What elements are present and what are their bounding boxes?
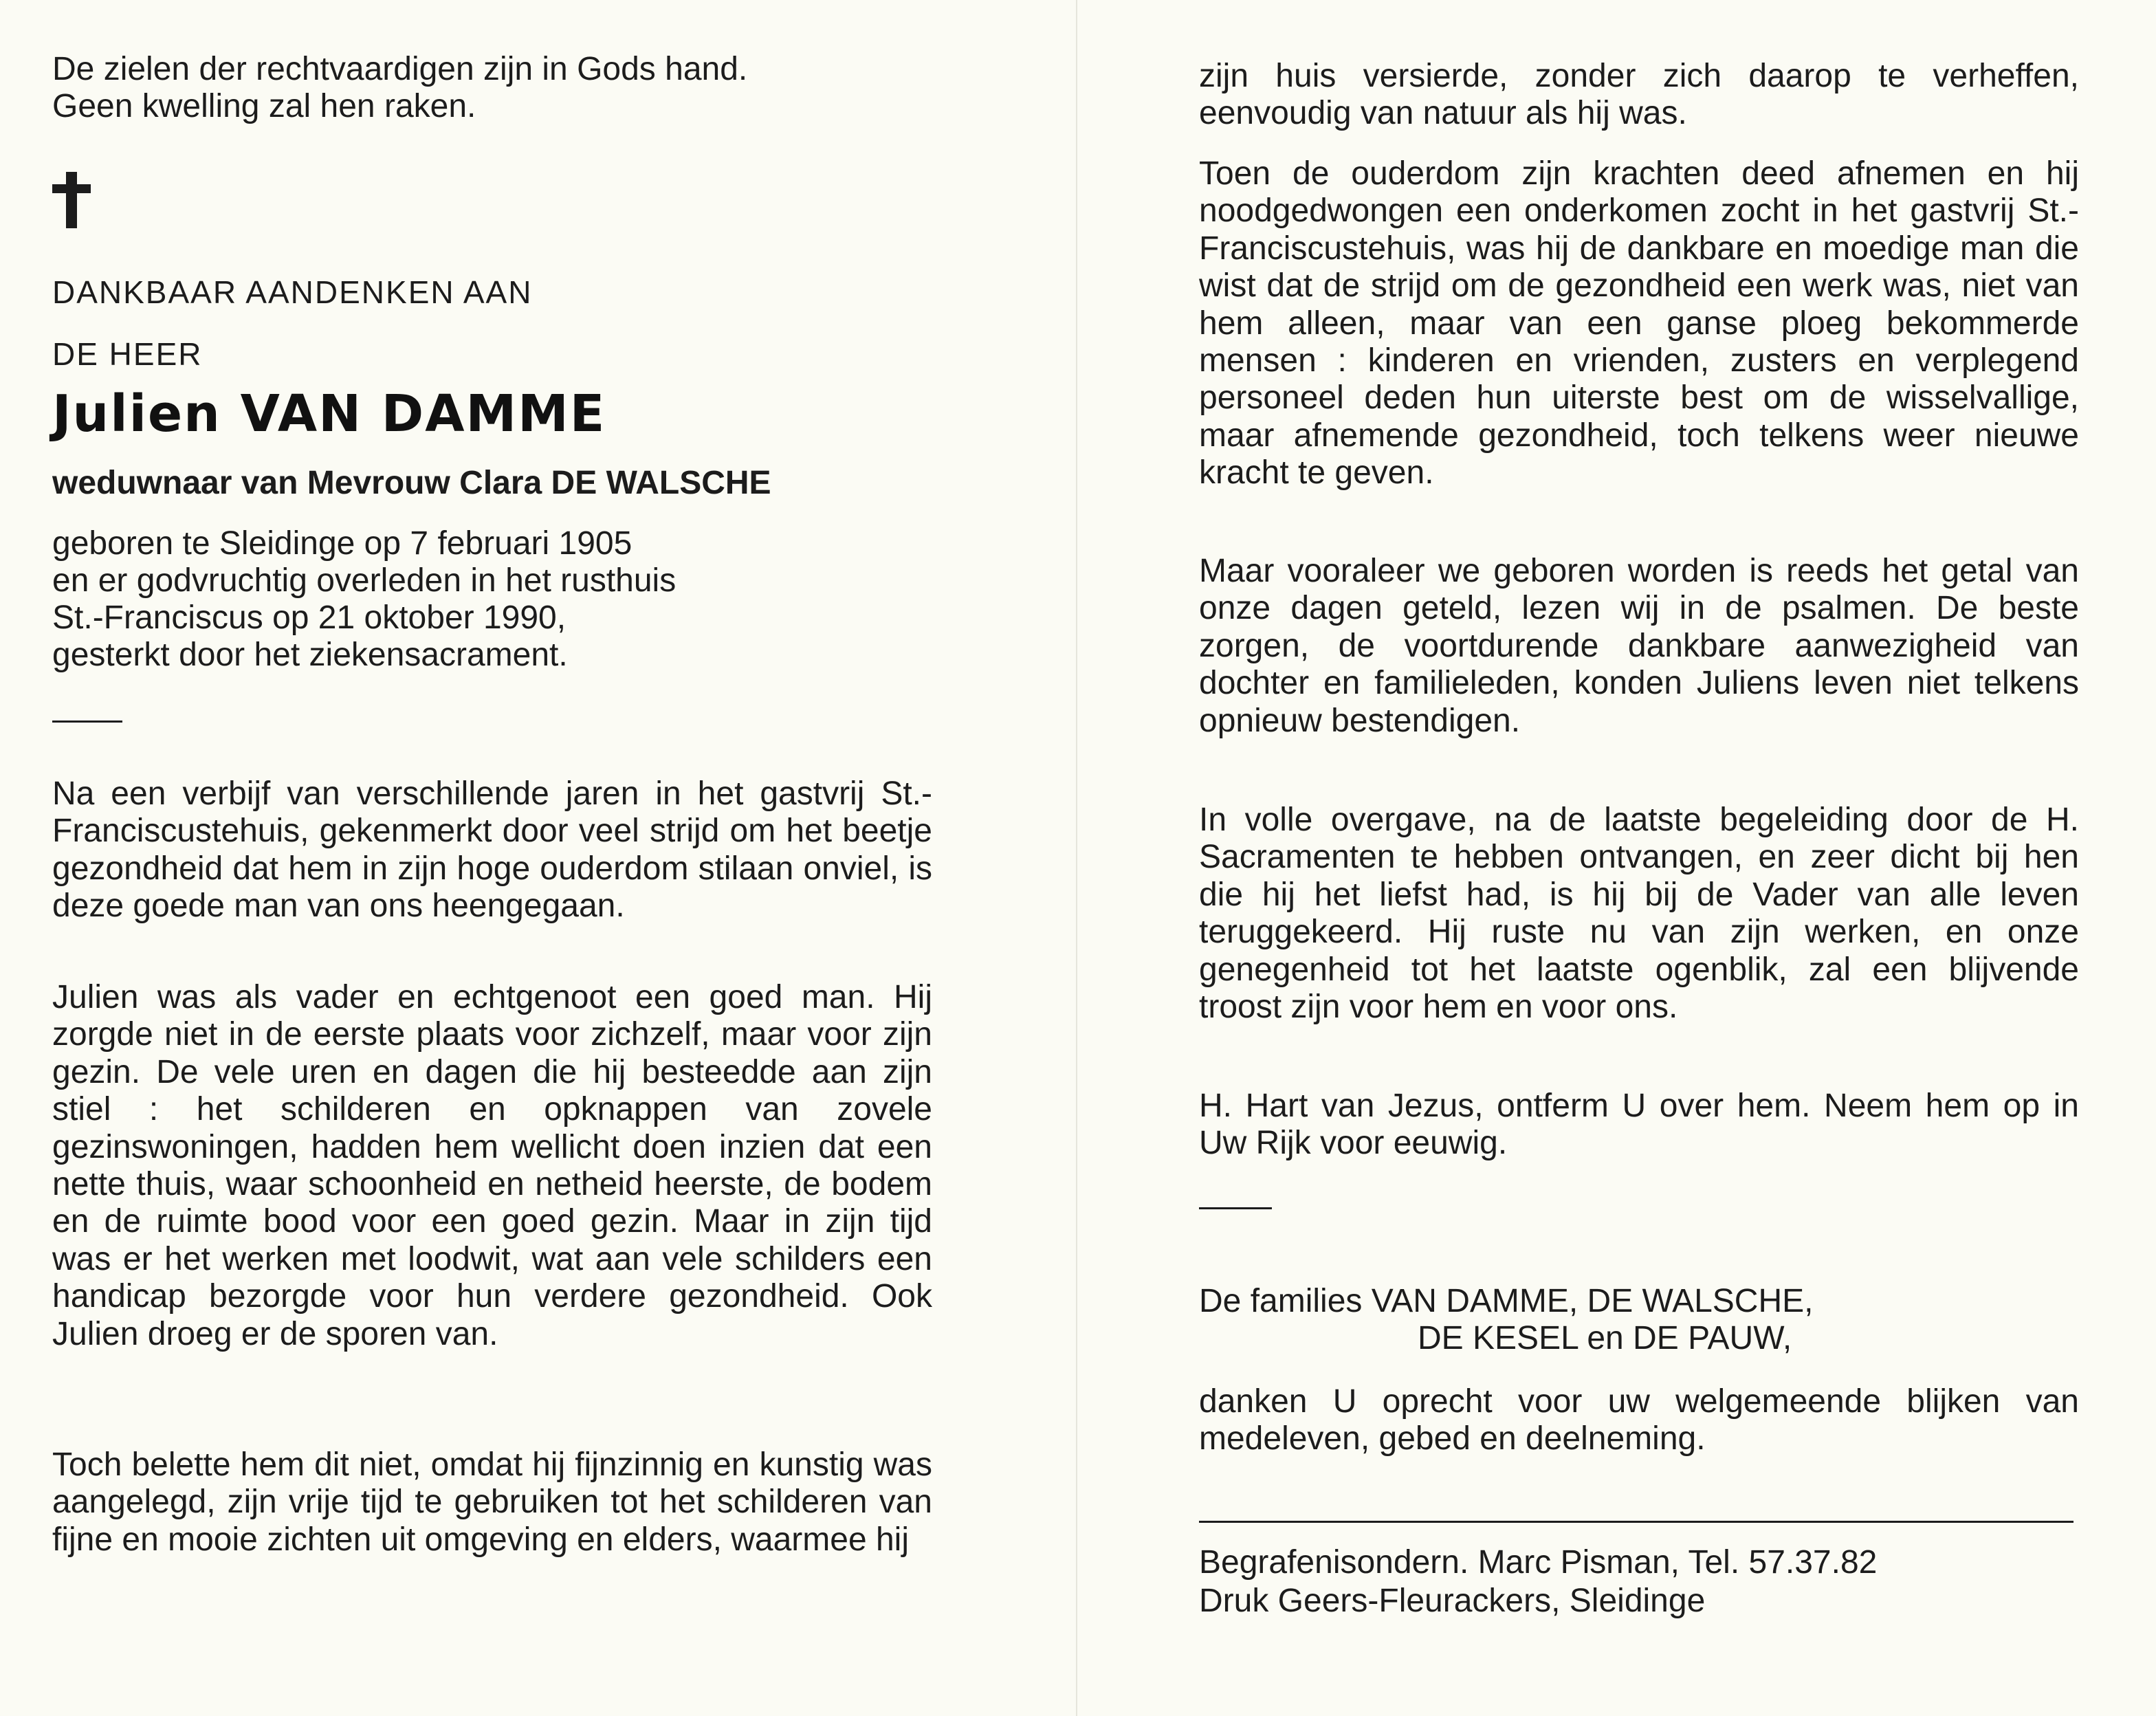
right-paragraph-4: In volle overgave, na de laatste begeleiding door de H. Sacramenten te hebben ontvangen, en zeer dicht bij hen die hij het liefst had, is hij bij de Vader van alle leven teruggekeerd. Hij ruste nu van zijn werken, en onze genegenheid tot het laatste ogenblik, zal een blijvende troost zijn voor hem en voor ons. xyxy=(1199,802,2079,1026)
right-paragraph-5: H. Hart van Jezus, ontferm U over hem. Neem hem op in Uw Rijk voor eeuwig. xyxy=(1199,1088,2079,1162)
right-paragraph-3: Maar vooraleer we geboren worden is reeds het getal van onze dagen geteld, lezen wij in de psalmen. De beste zorgen, de voortdurende dankbare aanwezigheid van dochter en familieleden, konden Juliens leven niet telkens opnieuw bestendigen. xyxy=(1199,553,2079,739)
right-paragraph-2: Toen de ouderdom zijn krachten deed afnemen en hij noodgedwongen een onderkomen zocht in het gastvrij St.-Franciscustehuis, was hij de dankbare en moedige man die wist dat de strijd om de gezondheid een werk was, niet van hem alleen, maar van een ganse ploeg bekommerde mensen : kinderen en vrienden, zusters en verplegend personeel deden hun uiterste best om de wisselvallige, maar afnemende gezondheid, toch telkens weer nieuwe kracht te geven. xyxy=(1199,155,2079,492)
left-paragraph-2: Julien was als vader en echtgenoot een goed man. Hij zorgde niet in de eerste plaats voor zichzelf, maar voor zijn gezin. De vele uren en dagen die hij besteedde aan zijn stiel : het schilderen en opknappen van zovele gezinswoningen, hadden hem wellicht doen inzien dat een nette thuis, waar schoonheid en netheid heerste, de bodem en de ruimte bood voor een goed gezin. Maar in zijn tijd was er het werken met loodwit, wat aan vele schilders een handicap bezorgde voor hun verdere gezondheid. Ook Julien droeg er de sporen van. xyxy=(52,979,932,1352)
separator-dash xyxy=(52,720,122,723)
birth-line-1: geboren te Sleidinge op 7 februari 1905 xyxy=(52,525,632,562)
separator-dash-right xyxy=(1199,1207,1272,1209)
motto-line-2: Geen kwelling zal hen raken. xyxy=(52,88,476,124)
printer-line: Druk Geers-Fleurackers, Sleidinge xyxy=(1199,1583,1706,1619)
motto xyxy=(52,51,932,125)
deceased-name: Julien VAN DAMME xyxy=(52,384,606,443)
undertaker-line: Begrafenisondern. Marc Pisman, Tel. 57.37.82 xyxy=(1199,1544,1878,1581)
motto-line-1: De zielen der rechtvaardigen zijn in Gods hand. xyxy=(52,51,748,87)
birth-line-3: St.-Franciscus op 21 oktober 1990, xyxy=(52,600,566,636)
right-page xyxy=(1199,0,2079,1716)
right-paragraph-1: zijn huis versierde, zonder zich daarop te verheffen, eenvoudig van natuur als hij was. xyxy=(1199,58,2079,132)
families-line-2: DE KESEL en DE PAUW, xyxy=(1418,1320,1792,1356)
left-paragraph-3: Toch belette hem dit niet, omdat hij fijnzinnig en kunstig was aangelegd, zijn vrije tijd te gebruiken tot het schilderen van fijne en mooie zichten uit omgeving en elders, waarmee hij xyxy=(52,1446,932,1558)
birth-line-4: gesterkt door het ziekensacrament. xyxy=(52,637,568,673)
families-line-1: De families VAN DAMME, DE WALSCHE, xyxy=(1199,1283,1814,1319)
birth-line-2: en er godvruchtig overleden in het rusthuis xyxy=(52,562,676,599)
cross-icon xyxy=(52,172,91,228)
card-fold xyxy=(1076,0,1077,1716)
remembrance-heading: DANKBAAR AANDENKEN AAN xyxy=(52,274,533,310)
left-paragraph-1: Na een verbijf van verschillende jaren in het gastvrij St.-Franciscustehuis, gekenmerkt door veel strijd om het beetje gezondheid dat hem in zijn hoge ouderdom stilaan onviel, is deze goede man van ons heengegaan. xyxy=(52,776,932,925)
birth-death-details xyxy=(52,525,932,674)
widower-line: weduwnaar van Mevrouw Clara DE WALSCHE xyxy=(52,465,771,501)
thanks-text: danken U oprecht voor uw welgemeende blijken van medeleven, gebed en deelneming. xyxy=(1199,1383,2079,1458)
left-page xyxy=(52,0,932,1716)
footer-rule xyxy=(1199,1521,2074,1523)
title-heading: DE HEER xyxy=(52,336,203,372)
